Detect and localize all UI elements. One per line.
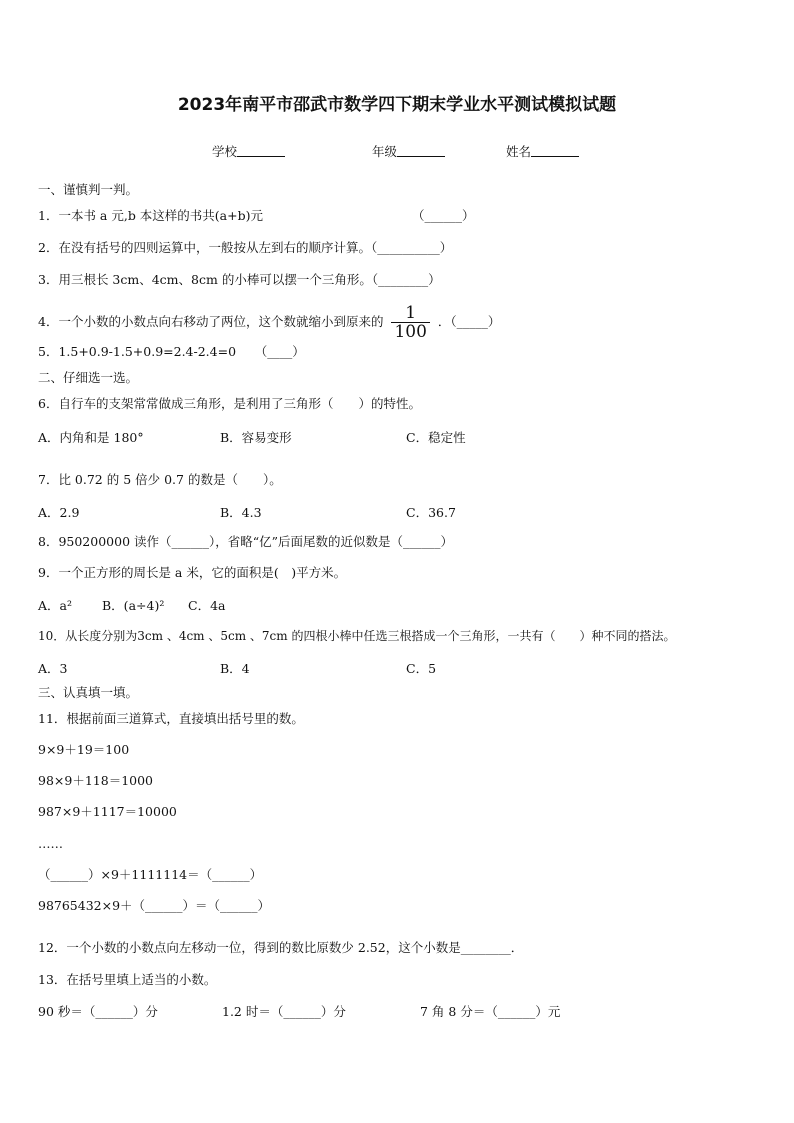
equation-1: 9×9＋19＝100 [38, 742, 130, 757]
question-10-option-a[interactable]: A．3 [38, 661, 68, 676]
question-11: 11．根据前面三道算式，直接填出括号里的数。 [38, 711, 304, 726]
question-13-part-b[interactable]: 1.2 时＝（______）分 [222, 1004, 346, 1019]
question-1-text: 1． [38, 208, 59, 223]
question-13-part-c[interactable]: 7 角 8 分＝（______）元 [420, 1004, 561, 1019]
fraction-numerator: 1 [391, 304, 429, 323]
section-1-heading: 一、谨慎判一判。 [38, 182, 139, 197]
section-2-heading: 二、仔细选一选。 [38, 370, 139, 385]
question-7-option-c[interactable]: C．36.7 [406, 505, 456, 520]
grade-label: 年级 [372, 144, 398, 159]
question-6-option-b[interactable]: B．容易变形 [220, 430, 292, 445]
equation-2: 98×9＋118＝1000 [38, 773, 154, 788]
fraction-denominator: 100 [394, 322, 427, 342]
section-3-heading: 三、认真填一填。 [38, 685, 139, 700]
question-1-answer[interactable]: （______） [412, 208, 475, 223]
question-9-option-c[interactable]: C．4a [188, 598, 226, 613]
ellipsis: …… [38, 836, 63, 851]
fraction [391, 304, 429, 341]
question-10-option-b[interactable]: B．4 [220, 661, 250, 676]
question-7: 7．比 0.72 的 5 倍少 0.7 的数是（ ）。 [38, 472, 282, 487]
question-7-option-a[interactable]: A．2.9 [38, 505, 80, 520]
question-4-text: 4．一个小数的小数点向右移动了两位，这个数就缩小到原来的 [38, 314, 384, 329]
question-3: 3．用三根长 3cm、4cm、8cm 的小棒可以摆一个三角形。（________） [38, 272, 441, 287]
equation-4[interactable]: （______）×9＋1111114＝（______） [38, 867, 263, 882]
question-10-option-c[interactable]: C．5 [406, 661, 437, 676]
question-13: 13．在括号里填上适当的小数。 [38, 972, 217, 987]
school-label: 学校 [212, 144, 238, 159]
question-12: 12．一个小数的小数点向左移动一位，得到的数比原数少 2.52，这个小数是________． [38, 940, 524, 955]
school-field [212, 142, 285, 160]
school-blank[interactable] [237, 144, 285, 157]
question-5: 5．1.5+0.9-1.5+0.9=2.4-2.4=0 （____） [38, 344, 305, 359]
question-10: 10．从长度分别为3cm 、4cm 、5cm 、7cm 的四根小棒中任选三根搭成一个三角形，一共有（ ）种不同的搭法。 [38, 629, 676, 643]
question-8: 8．950200000 读作（______），省略“亿”后面尾数的近似数是（______） [38, 534, 454, 549]
question-6: 6．自行车的支架常常做成三角形，是利用了三角形（ ）的特性。 [38, 396, 421, 411]
question-4-answer: ．（_____） [437, 314, 501, 329]
question-4 [38, 304, 500, 341]
equation-5[interactable]: 98765432×9＋（______）＝（______） [38, 898, 271, 913]
question-6-option-a[interactable]: A．内角和是 180° [38, 430, 144, 445]
question-2: 2．在没有括号的四则运算中，一般按从左到右的顺序计算。（__________） [38, 240, 453, 255]
question-9-option-b[interactable]: B．(a÷4)² [102, 598, 165, 613]
name-field [506, 142, 579, 160]
equation-3: 987×9＋1117＝10000 [38, 804, 177, 819]
question-6-option-c[interactable]: C．稳定性 [406, 430, 466, 445]
page-title: 2023年南平市邵武市数学四下期末学业水平测试模拟试题 [177, 95, 617, 115]
question-7-option-b[interactable]: B．4.3 [220, 505, 262, 520]
name-label: 姓名 [506, 144, 532, 159]
grade-blank[interactable] [397, 144, 445, 157]
question-13-part-a[interactable]: 90 秒＝（______）分 [38, 1004, 158, 1019]
question-1-body: 一本书 a 元,b 本这样的书共(a+b)元 [58, 208, 263, 223]
question-9-option-a[interactable]: A．a² [38, 598, 72, 613]
grade-field [372, 142, 445, 160]
question-9: 9．一个正方形的周长是 a 米，它的面积是( )平方米。 [38, 565, 347, 580]
question-1 [38, 208, 263, 224]
name-blank[interactable] [531, 144, 579, 157]
